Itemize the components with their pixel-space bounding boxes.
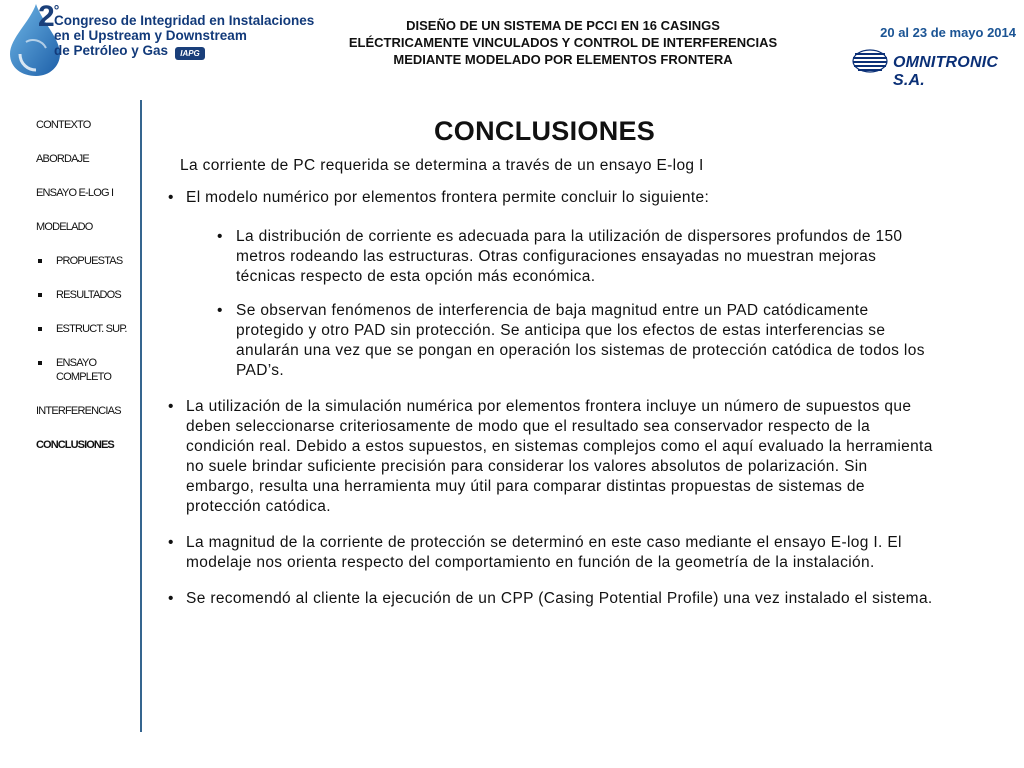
list-item: • La magnitud de la corriente de protección se determinó en este caso mediante el ensayo E-log I. El modelaje nos orienta respecto del comportamiento en función de la geometría de la instalación.: [163, 533, 935, 573]
nav-subitem-resultados[interactable]: RESULTADOS: [36, 288, 136, 302]
sub-list-item: • Se observan fenómenos de interferencia de baja magnitud entre un PAD catódicamente protegido y otro PAD sin protección. Se anticipa que los efectos de estas interferencias se anularán una vez que se pongan en operación los sistemas de protección catódica de todos los PAD’s.: [163, 301, 935, 381]
slide-header: [0, 0, 1024, 89]
conclusions-list: [163, 188, 935, 625]
nav-subitem-propuestas[interactable]: PROPUESTAS: [36, 254, 136, 268]
event-number: 2°: [38, 0, 59, 33]
nav-item-abordaje[interactable]: ABORDAJE: [36, 153, 89, 165]
sub-list: [186, 227, 935, 381]
iapg-badge: IAPG: [175, 47, 205, 60]
section-nav: [36, 118, 136, 472]
nav-subitem-ensayo-completo[interactable]: ENSAYO COMPLETO: [36, 356, 134, 384]
list-item: • La utilización de la simulación numérica por elementos frontera incluye un número de supuestos que deben seleccionarse criteriosamente de modo que el resultado sea conservador respecto de la condición real. Debido a estos supuestos, en sistemas complejos como el aquí evaluado la herramienta no suele brindar suficiente precisión para considerar los valores absolutos de polarización. Sin embargo, resulta una herramienta muy útil para comparar distintas propuestas de sistemas de protección catódica.: [163, 397, 935, 517]
list-item: • El modelo numérico por elementos frontera permite concluir lo siguiente: • La distribución de corriente es adecuada para la utilización de dispersores profundos de 150 metros rodeando las estructuras. Otras configuraciones ensayadas no muestran mejoras técnicas respecto de esta opción más económica. • Se observan fenómenos de interferencia de baja magnitud entre un PAD catódicamente protegido y otro PAD sin protección. Se anticipa que los efectos de estas interferencias se anularán una vez que se pongan en operación los sistemas de protección catódica de todos los PAD’s.: [163, 188, 935, 381]
page-title: CONCLUSIONES: [434, 116, 656, 146]
event-date: 20 al 23 de mayo 2014: [880, 25, 1016, 40]
sub-list-item: • La distribución de corriente es adecuada para la utilización de dispersores profundos de 150 metros rodeando las estructuras. Otras configuraciones ensayadas no muestran mejoras técnicas respecto de esta opción más económica.: [163, 227, 935, 287]
nav-item-interferencias[interactable]: INTERFERENCIAS: [36, 405, 121, 417]
nav-item-contexto[interactable]: CONTEXTO: [36, 119, 91, 131]
nav-item-conclusiones[interactable]: CONCLUSIONES: [36, 439, 114, 451]
list-item: • Se recomendó al cliente la ejecución de un CPP (Casing Potential Profile) una vez instalado el sistema.: [163, 589, 935, 609]
company-name: OMNITRONIC S.A.: [893, 54, 999, 89]
event-name: Congreso de Integridad en Instalaciones en el Upstream y Downstream de Petróleo y Gas: [54, 13, 315, 58]
omnitronic-globe-icon: [852, 49, 888, 73]
nav-item-ensayo-elog[interactable]: ENSAYO E-LOG I: [36, 187, 114, 199]
slide-header-title: DISEÑO DE UN SISTEMA DE PCCI EN 16 CASINGS ELÉCTRICAMENTE VINCULADOS Y CONTROL DE INTERFERENCIAS MEDIANTE MODELADO POR ELEMENTOS FRONTERA: [348, 18, 778, 67]
nav-item-modelado[interactable]: MODELADO: [36, 221, 93, 233]
nav-subitem-estruct-sup[interactable]: ESTRUCT. SUP.: [36, 322, 136, 336]
sidebar-divider: [140, 100, 142, 732]
page-subtitle: La corriente de PC requerida se determina a través de un ensayo E-log I: [180, 157, 704, 174]
